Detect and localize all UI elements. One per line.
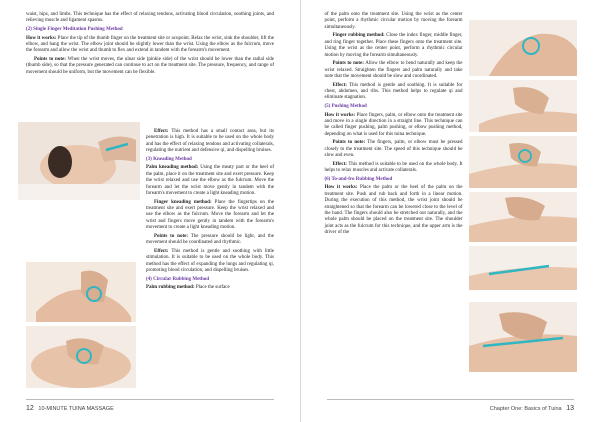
finger-rubbing-photo — [469, 80, 577, 132]
label: Finger rubbing method: — [332, 33, 385, 39]
left-footer — [26, 405, 114, 412]
label: Effect: — [332, 82, 347, 88]
page-number: 13 — [566, 405, 574, 412]
footer-rule — [26, 399, 274, 400]
label: Effect: — [332, 161, 347, 167]
running-title: 10-MINUTE TUINA MASSAGE — [38, 406, 114, 412]
paragraph: Using the meaty part or the heel of the palm, place it on the treatment site and exert pressure. Keep the wrist relaxed and use the elbow as the fulcrum. Move the forearm and let the wrist move gently in tandem with the forearm's movement to create a light kneading motion. — [146, 165, 275, 197]
paragraph: When the wrist moves, the ulnar side (pinkie side) of the wrist should be lower than the radial side (thumb side), so that the pressure generated can continue to act on the treatment site. The pressure, frequency, and range of movement should be uniform, but the movement can be flexible. — [26, 57, 274, 75]
label: Effect: — [154, 248, 169, 254]
pushing-leg-photo — [469, 246, 577, 290]
paragraph: This method is gentle and soothing. It is suitable for chest, abdomen, and ribs. This method helps to regulate qi and eliminate stagnation. — [324, 82, 463, 101]
footer-rule — [327, 399, 575, 400]
label: Points to note: — [332, 61, 364, 67]
label: How it works: — [26, 35, 57, 41]
face-massage-illustration — [18, 122, 140, 200]
label: Points to note: — [34, 57, 66, 62]
finger-rubbing-illustration — [469, 80, 577, 132]
paragraph: Place fingers, palm, or elbow onto the treatment site and move in a single direction in a straight line. This technique can be called finger pushing, palm pushing, or elbow pushing method, depending on what is used for this tuina technique. — [324, 112, 463, 137]
paragraph: This method is gentle and soothing with little stimulation. It is suitable to be used on the whole body. This method has the effect of expanding the lungs and regulating qi, promoting blood circulation, and dispelling bruises. — [146, 248, 274, 274]
pushing-leg-illustration — [469, 246, 577, 290]
circular-rubbing-illustration — [469, 20, 577, 76]
palm-on-leg-illustration — [469, 192, 577, 242]
paragraph: Place the surface — [195, 285, 230, 291]
paragraph: Allow the elbow to bend naturally and keep the wrist relaxed. Straighten the fingers and palm naturally and take note that the movement should be slow and coordinated. — [324, 61, 463, 80]
paragraph: Place the palm or the heel of the palm on the treatment site. Push and rub back and forth in a linear motion. During the execution of this method, the wrist joint should be straightened so that the forearm can be lowered close to the level of the hand. The fingers should also be stretched out naturally, and the whole palm should be placed on the treatment site. The shoulder joint acts as the fulcrum for this technique, and the upper arm is the driver of the — [324, 185, 463, 236]
paragraph: of the palm onto the treatment site. Using the wrist as the center point, perform a rhythmic circular motion by moving the forearm simultaneously. — [324, 12, 463, 30]
to-and-fro-rubbing-leg-photo — [469, 302, 577, 372]
hand-kneading-photo — [26, 262, 136, 322]
paragraph: Close the index finger, middle finger, and ring finger together. Place these fingers onto the treatment site. Using the wrist as the center point, perform a rhythmic circular motion by moving the forearm simultaneously. — [324, 33, 463, 58]
left-right-column — [146, 129, 274, 294]
paragraph: Place the tip of the thumb finger on the treatment site or acupoint. Relax the wrist, sink the shoulder, lift the elbow, and hang the wrist. The elbow joint should be slightly lower than the wrist. Using the elbow as the fulcrum, move the forearm and allow the wrist and thumb to flex and extend in tandem with the forearm's movement. — [26, 35, 274, 54]
palm-on-leg-photo — [469, 192, 577, 242]
label: How it works: — [324, 185, 358, 191]
right-footer — [490, 405, 574, 412]
section-4-heading: (4) Circular Rubbing Method — [146, 276, 210, 282]
right-text-column — [325, 12, 463, 239]
paragraph: The pressure should be light, and the movement should be coordinated and rhythmic. — [146, 233, 274, 246]
right-page — [301, 0, 600, 422]
face-massage-photo — [18, 122, 140, 200]
intro-paragraph: waist, hips, and limbs. This technique has the effect of relaxing tendons, activating blood circulation, soothing joints, and relieving muscle and ligament spasms. — [26, 12, 274, 24]
label: Points to note: — [332, 140, 366, 146]
label: Palm kneading method: — [146, 165, 199, 171]
to-and-fro-rubbing-illustration — [469, 302, 577, 372]
palm-rubbing-illustration — [26, 326, 136, 388]
paragraph: This method has a small contact area, but its penetration is high. It is suitable to be used on the whole body and has the effect of relaxing tendons and activating collaterals, regulating the nutrient and defensive qi, and dispelling bruises. — [146, 129, 274, 154]
label: Finger kneading method: — [154, 199, 212, 205]
label: Points to note: — [154, 233, 188, 239]
label: Palm rubbing method: — [146, 285, 195, 291]
circular-rubbing-hand-photo — [469, 20, 577, 76]
section-2-heading: (2) Single Finger Meditation Pushing Method — [26, 27, 123, 32]
section-6-heading: (6) To-and-fro Rubbing Method — [324, 176, 393, 182]
hands-arm-illustration — [469, 136, 577, 188]
label: How it works: — [324, 112, 356, 118]
paragraph: Place the fingertips on the treatment site and exert pressure. Keep the wrist relaxed and use the elbow as the fulcrum. Move the forearm and let the wrist and fingers move gently in tandem with the forearm's movement to create a light kneading motion. — [146, 199, 274, 231]
label: Effect: — [154, 129, 169, 134]
hand-kneading-illustration — [26, 262, 136, 322]
paragraph: The fingers, palm, or elbow must be pressed closely to the treatment site. The speed of this technique should be slow and even. — [324, 140, 463, 159]
paragraph: This method is suitable to be used on the whole body. It helps to relax muscles and activate collaterals. — [324, 161, 463, 174]
page-number: 12 — [26, 405, 34, 412]
section-5-heading: (5) Pushing Method — [324, 104, 367, 110]
left-top-text — [26, 12, 274, 78]
palm-rubbing-abdomen-photo — [26, 326, 136, 388]
running-title: Chapter One: Basics of Tuina — [489, 406, 562, 412]
section-3-heading: (3) Kneading Method — [146, 156, 192, 162]
hands-arm-photo — [469, 136, 577, 188]
